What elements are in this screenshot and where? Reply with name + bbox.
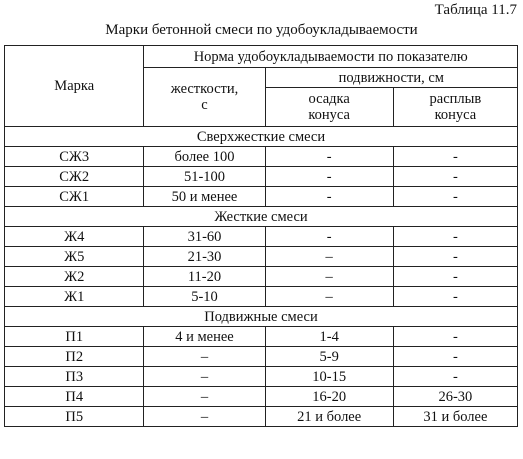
table-row [5, 407, 518, 427]
cell-mark: П5 [5, 407, 144, 427]
cell-spread: - [393, 347, 517, 367]
cell-slump: 5-9 [265, 347, 393, 367]
cell-spread: - [393, 287, 517, 307]
cell-mark: П3 [5, 367, 144, 387]
header-slump: осадка конуса [265, 88, 393, 127]
header-spread: расплыв конуса [393, 88, 517, 127]
section-header-row [5, 207, 518, 227]
table-row [5, 367, 518, 387]
header-rigidity: жесткости, с [144, 68, 265, 127]
header-norm: Норма удобоукладываемости по показателю [144, 46, 518, 68]
cell-rigidity: более 100 [144, 147, 265, 167]
cell-mark: Ж4 [5, 227, 144, 247]
cell-mark: Ж2 [5, 267, 144, 287]
cell-rigidity: – [144, 367, 265, 387]
cell-spread: 31 и более [393, 407, 517, 427]
cell-mark: СЖ2 [5, 167, 144, 187]
cell-rigidity: 31-60 [144, 227, 265, 247]
table-row [5, 187, 518, 207]
cell-slump: - [265, 167, 393, 187]
cell-rigidity: 50 и менее [144, 187, 265, 207]
cell-spread: - [393, 147, 517, 167]
table-row [5, 267, 518, 287]
cell-rigidity: – [144, 347, 265, 367]
cell-rigidity: 5-10 [144, 287, 265, 307]
cell-slump: 16-20 [265, 387, 393, 407]
header-mobility: подвижности, см [265, 68, 517, 88]
cell-rigidity: 51-100 [144, 167, 265, 187]
cell-slump: - [265, 147, 393, 167]
cell-mark: СЖ1 [5, 187, 144, 207]
cell-mark: СЖ3 [5, 147, 144, 167]
table-caption: Марки бетонной смеси по удобоукладываемости [105, 22, 418, 38]
section-header-row [5, 127, 518, 147]
section-title: Жесткие смеси [5, 207, 518, 227]
section-header-row [5, 307, 518, 327]
cell-slump: 10-15 [265, 367, 393, 387]
table-number: Таблица 11.7 [434, 2, 517, 18]
cell-rigidity: 11-20 [144, 267, 265, 287]
cell-mark: П1 [5, 327, 144, 347]
cell-slump: - [265, 227, 393, 247]
cell-spread: - [393, 167, 517, 187]
cell-spread: - [393, 227, 517, 247]
cell-slump: – [265, 247, 393, 267]
cell-spread: - [393, 267, 517, 287]
cell-rigidity: – [144, 387, 265, 407]
table-row [5, 287, 518, 307]
table-row [5, 167, 518, 187]
section-title: Подвижные смеси [5, 307, 518, 327]
header-mark: Марка [5, 46, 144, 127]
cell-slump: 1-4 [265, 327, 393, 347]
cell-slump: - [265, 187, 393, 207]
cell-mark: Ж1 [5, 287, 144, 307]
table-row [5, 227, 518, 247]
cell-spread: 26-30 [393, 387, 517, 407]
table-row [5, 387, 518, 407]
table-row [5, 327, 518, 347]
cell-mark: Ж5 [5, 247, 144, 267]
table-row [5, 347, 518, 367]
cell-spread: - [393, 187, 517, 207]
cell-spread: - [393, 367, 517, 387]
cell-mark: П4 [5, 387, 144, 407]
section-title: Сверхжесткие смеси [5, 127, 518, 147]
cell-rigidity: 21-30 [144, 247, 265, 267]
cell-slump: – [265, 287, 393, 307]
concrete-mix-table [4, 45, 518, 427]
cell-rigidity: – [144, 407, 265, 427]
table-row [5, 247, 518, 267]
cell-slump: – [265, 267, 393, 287]
cell-spread: - [393, 247, 517, 267]
cell-rigidity: 4 и менее [144, 327, 265, 347]
cell-mark: П2 [5, 347, 144, 367]
cell-spread: - [393, 327, 517, 347]
table-row [5, 147, 518, 167]
cell-slump: 21 и более [265, 407, 393, 427]
table-body [5, 127, 518, 427]
